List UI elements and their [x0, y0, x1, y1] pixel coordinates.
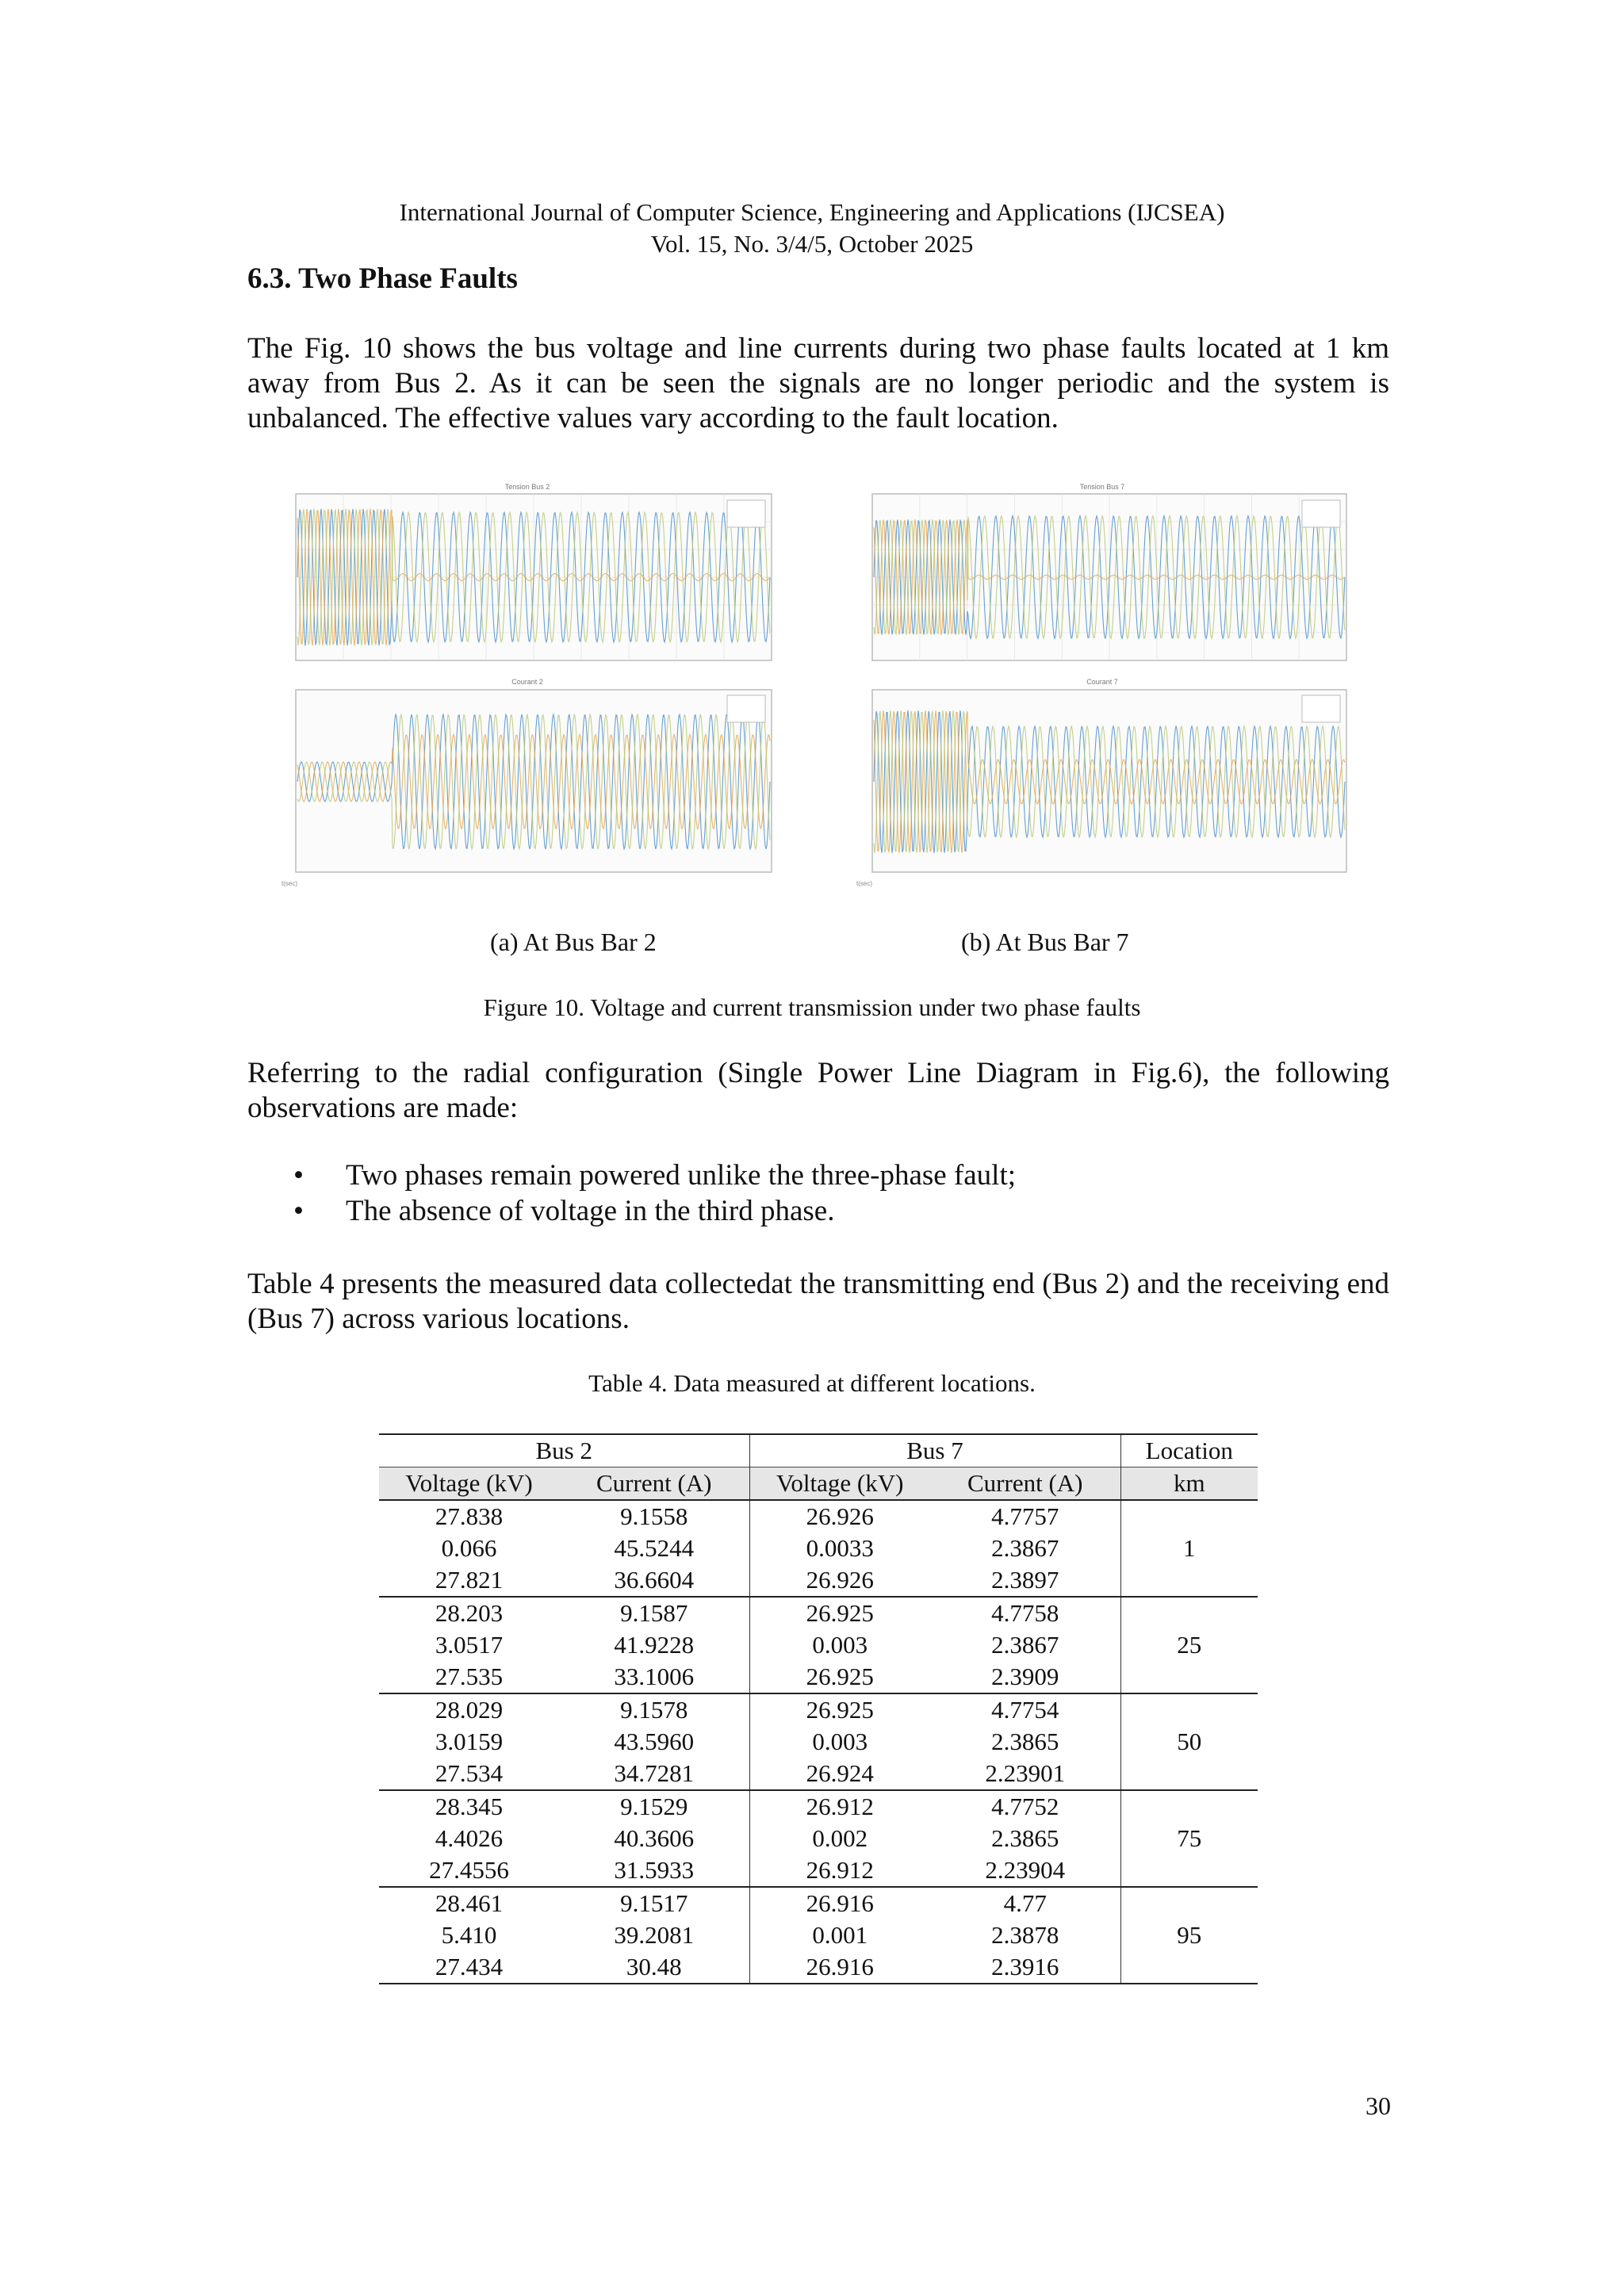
table-cell: 2.3916 — [930, 1951, 1120, 1984]
table-cell: 4.7758 — [930, 1597, 1120, 1629]
table-cell: 26.925 — [806, 1696, 874, 1724]
table-cell: 4.77 — [930, 1887, 1120, 1919]
table-cell: 34.7281 — [559, 1758, 749, 1790]
location-cell: 50 — [1120, 1693, 1258, 1790]
table-cell: 26.926 — [806, 1502, 874, 1530]
table-cell: 3.0517 — [435, 1631, 504, 1659]
figure-panel-bus2 — [274, 480, 781, 892]
table-cell: 2.3867 — [930, 1629, 1120, 1661]
table-cell: 0.001 — [812, 1921, 868, 1949]
table-cell: 27.534 — [379, 1758, 559, 1790]
voltage-legend-bus7 — [1302, 500, 1340, 527]
observation-list — [293, 1158, 1016, 1229]
table-cell: 33.1006 — [559, 1661, 749, 1693]
table-cell: 2.3867 — [930, 1533, 1120, 1564]
table-cell: 2.3865 — [930, 1823, 1120, 1854]
table-cell: 30.48 — [559, 1951, 749, 1984]
location-cell: 95 — [1120, 1887, 1258, 1984]
table-row — [379, 1693, 1258, 1726]
bullet-glyph: • — [293, 1195, 304, 1227]
voltage-plot-title-bus2: Tension Bus 2 — [504, 483, 550, 491]
table-cell: 26.912 — [806, 1793, 874, 1820]
page-number: 30 — [1365, 2091, 1391, 2120]
paragraph-table-intro: Table 4 presents the measured data collectedat the transmitting end (Bus 2) and the receiving end (Bus 7) across various locations. — [247, 1268, 1389, 1335]
figure-caption: Figure 10. Voltage and current transmission under two phase faults — [483, 993, 1141, 1021]
header-bus2: Bus 2 — [379, 1434, 749, 1468]
table-cell: 4.4026 — [435, 1824, 504, 1852]
location-cell: 75 — [1120, 1790, 1258, 1887]
table-cell: 9.1578 — [559, 1693, 749, 1726]
xlabel-bus2: t(sec) — [282, 880, 297, 887]
table-cell: 0.002 — [812, 1824, 868, 1852]
table-cell: 9.1529 — [559, 1790, 749, 1823]
table-cell: 4.7757 — [930, 1500, 1120, 1533]
table-body — [379, 1500, 1258, 1984]
current-legend-bus2 — [727, 695, 765, 722]
journal-header-title: International Journal of Computer Science, Engineering and Applications (IJCSEA) — [399, 198, 1225, 226]
table-cell: 26.925 — [806, 1599, 874, 1627]
table-cell: 28.029 — [435, 1696, 504, 1724]
table-cell: 2.3897 — [930, 1564, 1120, 1597]
location-cell: 25 — [1120, 1597, 1258, 1693]
table-cell: 2.3865 — [930, 1726, 1120, 1758]
location-cell: 1 — [1120, 1500, 1258, 1597]
figure-panel-bus7 — [848, 480, 1356, 892]
table-cell: 28.203 — [435, 1599, 504, 1627]
table-cell: 26.916 — [749, 1951, 930, 1984]
paragraph-observations: Referring to the radial configuration (Single Power Line Diagram in Fig.6), the following observations are made: — [247, 1057, 1389, 1124]
table-cell: 27.434 — [379, 1951, 559, 1984]
table-cell: 9.1558 — [559, 1500, 749, 1533]
table-cell: 27.535 — [379, 1661, 559, 1693]
table-cell: 2.3909 — [930, 1661, 1120, 1693]
journal-header-volume: Vol. 15, No. 3/4/5, October 2025 — [650, 230, 974, 258]
list-item: • The absence of voltage in the third phase. — [293, 1195, 835, 1227]
header-bus7: Bus 7 — [749, 1434, 1120, 1468]
paragraph-intro: The Fig. 10 shows the bus voltage and line currents during two phase faults located at 1 km away from Bus 2. As it can be seen the signals are no longer periodic and the system is unbalanced. The effective values vary according to the fault location. — [247, 332, 1389, 434]
current-legend-bus7 — [1302, 695, 1340, 722]
current-plot-title-bus7: Courant 7 — [1086, 678, 1118, 686]
table-cell: 0.003 — [812, 1728, 868, 1755]
list-item: • Two phases remain powered unlike the three-phase fault; — [293, 1159, 1017, 1192]
table-cell: 39.2081 — [559, 1919, 749, 1951]
table-row — [379, 1887, 1258, 1919]
section-title: 6.3. Two Phase Faults — [247, 262, 518, 295]
header-location: Location — [1120, 1434, 1258, 1468]
table-cell: 3.0159 — [435, 1728, 504, 1755]
table-cell: 0.0033 — [806, 1534, 874, 1562]
table-cell: 2.3878 — [930, 1919, 1120, 1951]
table-cell: 26.916 — [806, 1889, 874, 1917]
table-cell: 9.1587 — [559, 1597, 749, 1629]
data-table — [379, 1433, 1258, 1984]
subheader-current-bus7: Current (A) — [930, 1468, 1120, 1501]
subheader-current-bus2: Current (A) — [559, 1468, 749, 1501]
table-cell: 5.410 — [441, 1921, 497, 1949]
table-cell: 27.838 — [435, 1502, 504, 1530]
xlabel-bus7: t(sec) — [856, 880, 872, 887]
voltage-legend-bus2 — [727, 500, 765, 527]
current-plot-title-bus2: Courant 2 — [511, 678, 543, 686]
table-cell: 26.926 — [749, 1564, 930, 1597]
table-cell: 0.003 — [812, 1631, 868, 1659]
table-group-header-row — [379, 1434, 1258, 1468]
subcaption-a: (a) At Bus Bar 2 — [490, 928, 657, 956]
table-subheader-row — [379, 1468, 1258, 1501]
table-cell: 45.5244 — [559, 1533, 749, 1564]
table-cell: 31.5933 — [559, 1854, 749, 1887]
table-cell: 36.6604 — [559, 1564, 749, 1597]
table-row — [379, 1500, 1258, 1533]
table-cell: 2.23901 — [930, 1758, 1120, 1790]
table-cell: 2.23904 — [930, 1854, 1120, 1887]
table-cell: 0.066 — [441, 1534, 497, 1562]
voltage-plot-title-bus7: Tension Bus 7 — [1079, 483, 1125, 491]
table-cell: 4.7752 — [930, 1790, 1120, 1823]
table-cell: 43.5960 — [559, 1726, 749, 1758]
table-cell: 26.912 — [749, 1854, 930, 1887]
table-cell: 40.3606 — [559, 1823, 749, 1854]
subheader-km: km — [1120, 1468, 1258, 1501]
table-row — [379, 1790, 1258, 1823]
table-cell: 41.9228 — [559, 1629, 749, 1661]
table-cell: 26.924 — [749, 1758, 930, 1790]
subcaption-b: (b) At Bus Bar 7 — [961, 928, 1129, 956]
table-cell: 26.925 — [749, 1661, 930, 1693]
bullet-glyph: • — [293, 1159, 304, 1192]
table-cell: 27.821 — [379, 1564, 559, 1597]
table-row — [379, 1597, 1258, 1629]
table-cell: 28.345 — [435, 1793, 504, 1820]
table-cell: 9.1517 — [559, 1887, 749, 1919]
subheader-voltage-bus2: Voltage (kV) — [379, 1468, 559, 1501]
table-cell: 28.461 — [435, 1889, 504, 1917]
table-cell: 4.7754 — [930, 1693, 1120, 1726]
table-cell: 27.4556 — [379, 1854, 559, 1887]
subheader-voltage-bus7: Voltage (kV) — [749, 1468, 930, 1501]
table-caption: Table 4. Data measured at different locations. — [588, 1369, 1036, 1397]
